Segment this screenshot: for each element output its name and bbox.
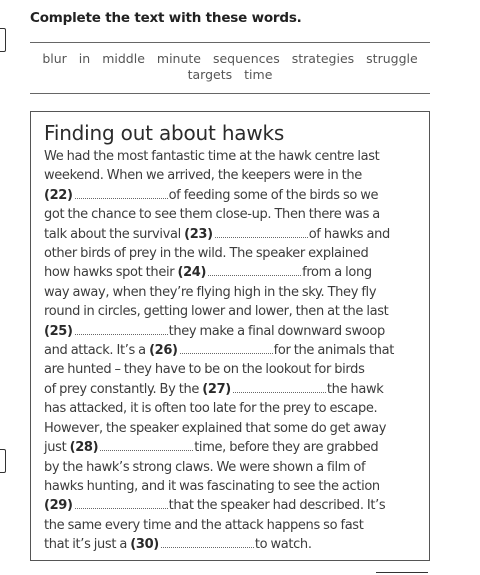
passage-text-segment: other birds of prey in the wild. The speaker explained xyxy=(44,246,369,262)
word-bank xyxy=(30,42,430,94)
answer-blank[interactable] xyxy=(100,438,193,451)
passage-text-segment: We had the most fantastic time at the hawk centre last xyxy=(44,149,380,164)
question-number: (25) xyxy=(44,323,73,339)
word-bank-item: time xyxy=(244,67,273,82)
passage-line xyxy=(44,535,419,554)
answer-blank[interactable] xyxy=(233,380,326,393)
reading-passage-box xyxy=(30,111,430,561)
passage-line xyxy=(44,283,419,302)
passage-text-segment: of feeding some of the birds so we xyxy=(168,187,379,203)
passage-text-segment: got the chance to see them close-up. Then there was a xyxy=(44,207,380,223)
passage-text-segment: and attack. It’s a xyxy=(44,343,150,359)
question-number: (29) xyxy=(44,498,73,514)
word-bank-row xyxy=(30,51,430,66)
passage-text-segment: weekend. When we arrived, the keepers were in the xyxy=(44,168,362,184)
word-bank-item: strategies xyxy=(291,51,355,66)
page-corner-rule xyxy=(376,572,428,573)
answer-blank[interactable] xyxy=(180,341,273,354)
passage-text-segment: are hunted – they have to be on the lookout for birds xyxy=(44,362,365,378)
passage-line xyxy=(44,225,419,244)
word-bank-item: struggle xyxy=(366,51,418,66)
question-number: (22) xyxy=(44,187,73,203)
passage-line xyxy=(44,438,419,457)
passage-text-segment: by the hawk’s strong claws. We were shown a film of xyxy=(44,459,366,475)
word-bank-row xyxy=(30,67,430,82)
passage-text-segment: just xyxy=(44,440,70,456)
answer-blank[interactable] xyxy=(75,496,168,509)
passage-line xyxy=(44,302,419,321)
passage-line xyxy=(44,496,419,515)
exercise-instruction: Complete the text with these words. xyxy=(30,10,302,26)
answer-blank[interactable] xyxy=(75,322,168,335)
passage-line xyxy=(44,360,419,379)
answer-blank[interactable] xyxy=(215,225,308,238)
answer-blank[interactable] xyxy=(75,186,168,199)
left-margin-bracket xyxy=(0,449,6,473)
passage-text-segment: from a long xyxy=(302,265,372,281)
passage-text-segment: for the animals that xyxy=(273,343,394,359)
passage-line xyxy=(44,244,419,263)
passage-line xyxy=(44,477,419,496)
passage-text-segment: to watch. xyxy=(254,537,312,553)
passage-text-segment: of hawks and xyxy=(308,226,390,242)
passage-text-segment: that it’s just a xyxy=(44,537,131,553)
passage-text-segment: time, before they are grabbed xyxy=(194,440,379,456)
question-number: (23) xyxy=(184,226,213,242)
question-number: (30) xyxy=(130,537,159,553)
question-number: (28) xyxy=(69,440,99,456)
passage-text-segment: of prey constantly. By the xyxy=(44,381,203,397)
passage-line xyxy=(44,399,419,418)
answer-blank[interactable] xyxy=(208,263,301,276)
passage-line xyxy=(44,186,419,205)
passage-text-segment: they make a final downward swoop xyxy=(168,323,385,339)
passage-text-segment: However, the speaker explained that some do get away xyxy=(44,420,387,436)
passage-line xyxy=(44,205,419,224)
passage-text-segment: hawks hunting, and it was fascinating to see the action xyxy=(44,478,380,494)
passage-line xyxy=(44,380,419,399)
passage-text-segment: how hawks spot their xyxy=(44,265,178,281)
word-bank-item: minute xyxy=(156,51,201,66)
passage-line xyxy=(44,341,419,360)
passage-text-segment: the hawk xyxy=(326,381,384,397)
passage-text-segment: that the speaker had described. It’s xyxy=(168,498,386,514)
passage-line xyxy=(44,147,419,166)
word-bank-item: blur xyxy=(42,51,67,66)
passage-line xyxy=(44,516,419,535)
question-number: (26) xyxy=(149,343,178,359)
passage-text-segment: talk about the survival xyxy=(44,226,185,242)
word-bank-item: targets xyxy=(187,67,233,82)
passage-line xyxy=(44,419,419,438)
answer-blank[interactable] xyxy=(161,535,254,548)
passage-line xyxy=(44,263,419,282)
passage-line xyxy=(44,322,419,341)
passage-line xyxy=(44,458,419,477)
question-number: (24) xyxy=(177,265,207,281)
word-bank-item: middle xyxy=(102,51,145,66)
word-bank-item: in xyxy=(78,51,91,66)
question-number: (27) xyxy=(202,381,231,397)
left-margin-bracket xyxy=(0,28,6,52)
passage-text-segment: round in circles, getting lower and lower, then at the last xyxy=(44,304,389,320)
passage-text-segment: the same every time and the attack happens so fast xyxy=(44,517,364,533)
passage-text-segment: has attacked, it is often too late for the prey to escape. xyxy=(44,401,378,417)
passage-line xyxy=(44,166,419,185)
passage-title: Finding out about hawks xyxy=(44,121,285,145)
passage-text-segment: way away, when they’re flying high in the sky. They fly xyxy=(44,284,377,300)
word-bank-item: sequences xyxy=(212,51,280,66)
passage-text xyxy=(44,147,419,555)
